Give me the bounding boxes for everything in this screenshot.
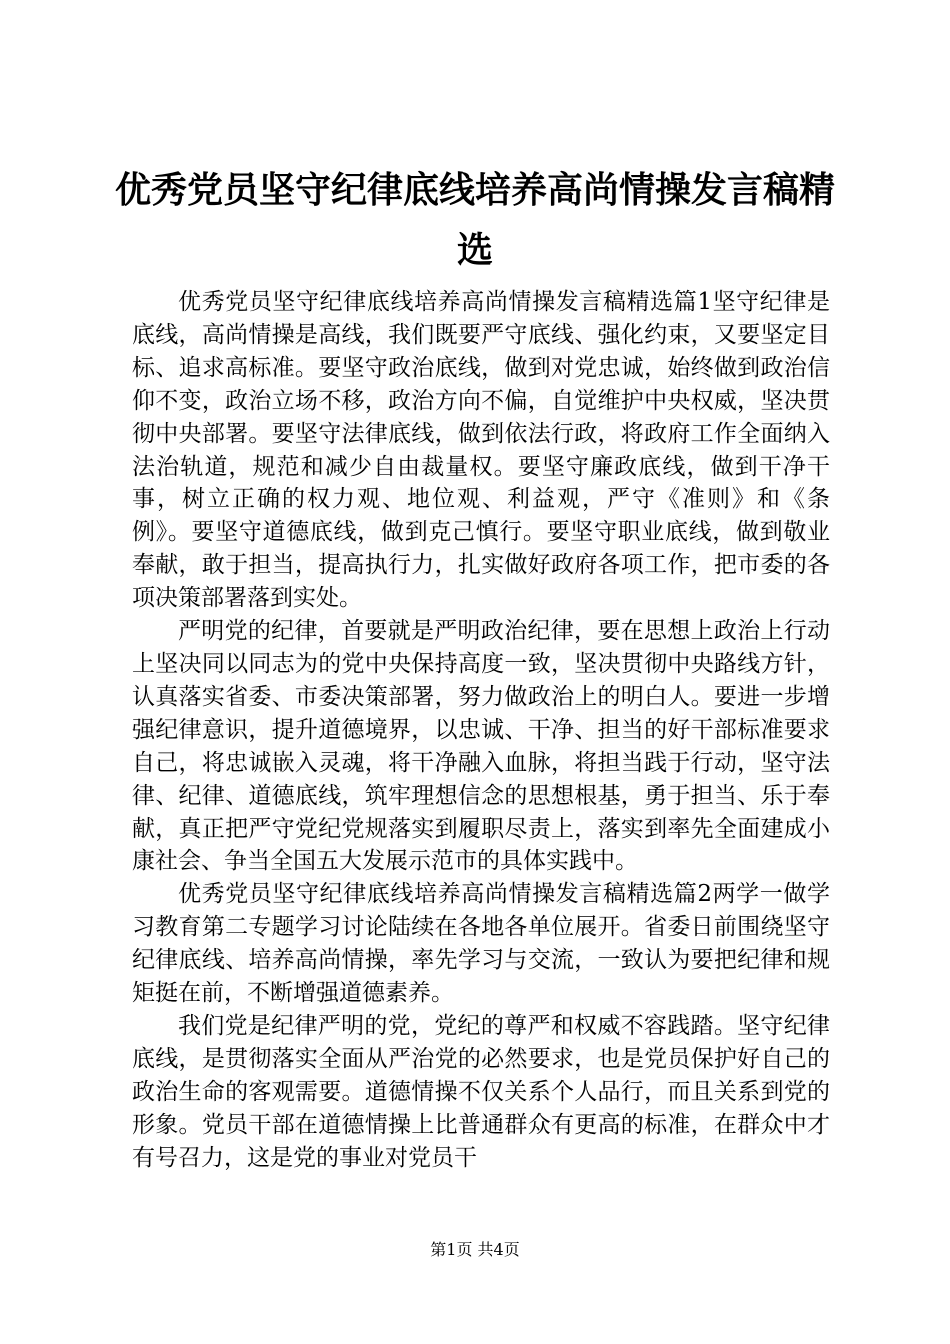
document-body	[132, 286, 830, 1174]
paragraph-3: 优秀党员坚守纪律底线培养高尚情操发言稿精选篇2两学一做学习教育第二专题学习讨论陆续在各地各单位展开。省委日前围绕坚守纪律底线、培养高尚情操，率先学习与交流，一致认为要把纪律和规矩挺在前，不断增强道德素养。	[132, 881, 830, 1007]
document-title: 优秀党员坚守纪律底线培养高尚情操发言稿精选	[114, 169, 835, 271]
paragraph-2: 严明党的纪律，首要就是严明政治纪律，要在思想上政治上行动上坚决同以同志为的党中央保持高度一致，坚决贯彻中央路线方针，认真落实省委、市委决策部署，努力做政治上的明白人。要进一步增强纪律意识，提升道德境界，以忠诚、干净、担当的好干部标准要求自己，将忠诚嵌入灵魂，将干净融入血脉，将担当践于行动，坚守法律、纪律、道德底线，筑牢理想信念的思想根基，勇于担当、乐于奉献，真正把严守党纪党规落实到履职尽责上，落实到率先全面建成小康社会、争当全国五大发展示范市的具体实践中。	[132, 618, 830, 875]
paragraph-1: 优秀党员坚守纪律底线培养高尚情操发言稿精选篇1坚守纪律是底线，高尚情操是高线，我们既要严守底线、强化约束，又要坚定目标、追求高标准。要坚守政治底线，做到对党忠诚，始终做到政治信仰不变，政治立场不移，政治方向不偏，自觉维护中央权威，坚决贯彻中央部署。要坚守法律底线，做到依法行政，将政府工作全面纳入法治轨道，规范和减少自由裁量权。要坚守廉政底线，做到干净干事，树立正确的权力观、地位观、利益观，严守《准则》和《条例》。要坚守道德底线，做到克己慎行。要坚守职业底线，做到敬业奉献，敢于担当，提高执行力，扎实做好政府各项工作，把市委的各项决策部署落到实处。	[132, 289, 830, 612]
page-number-footer: 第1页 共4页	[430, 1240, 520, 1259]
paragraph-4: 我们党是纪律严明的党，党纪的尊严和权威不容践踏。坚守纪律底线，是贯彻落实全面从严治党的必然要求，也是党员保护好自己的政治生命的客观需要。道德情操不仅关系个人品行，而且关系到党的形象。党员干部在道德情操上比普通群众有更高的标准，在群众中才有号召力，这是党的事业对党员干	[132, 1012, 830, 1171]
